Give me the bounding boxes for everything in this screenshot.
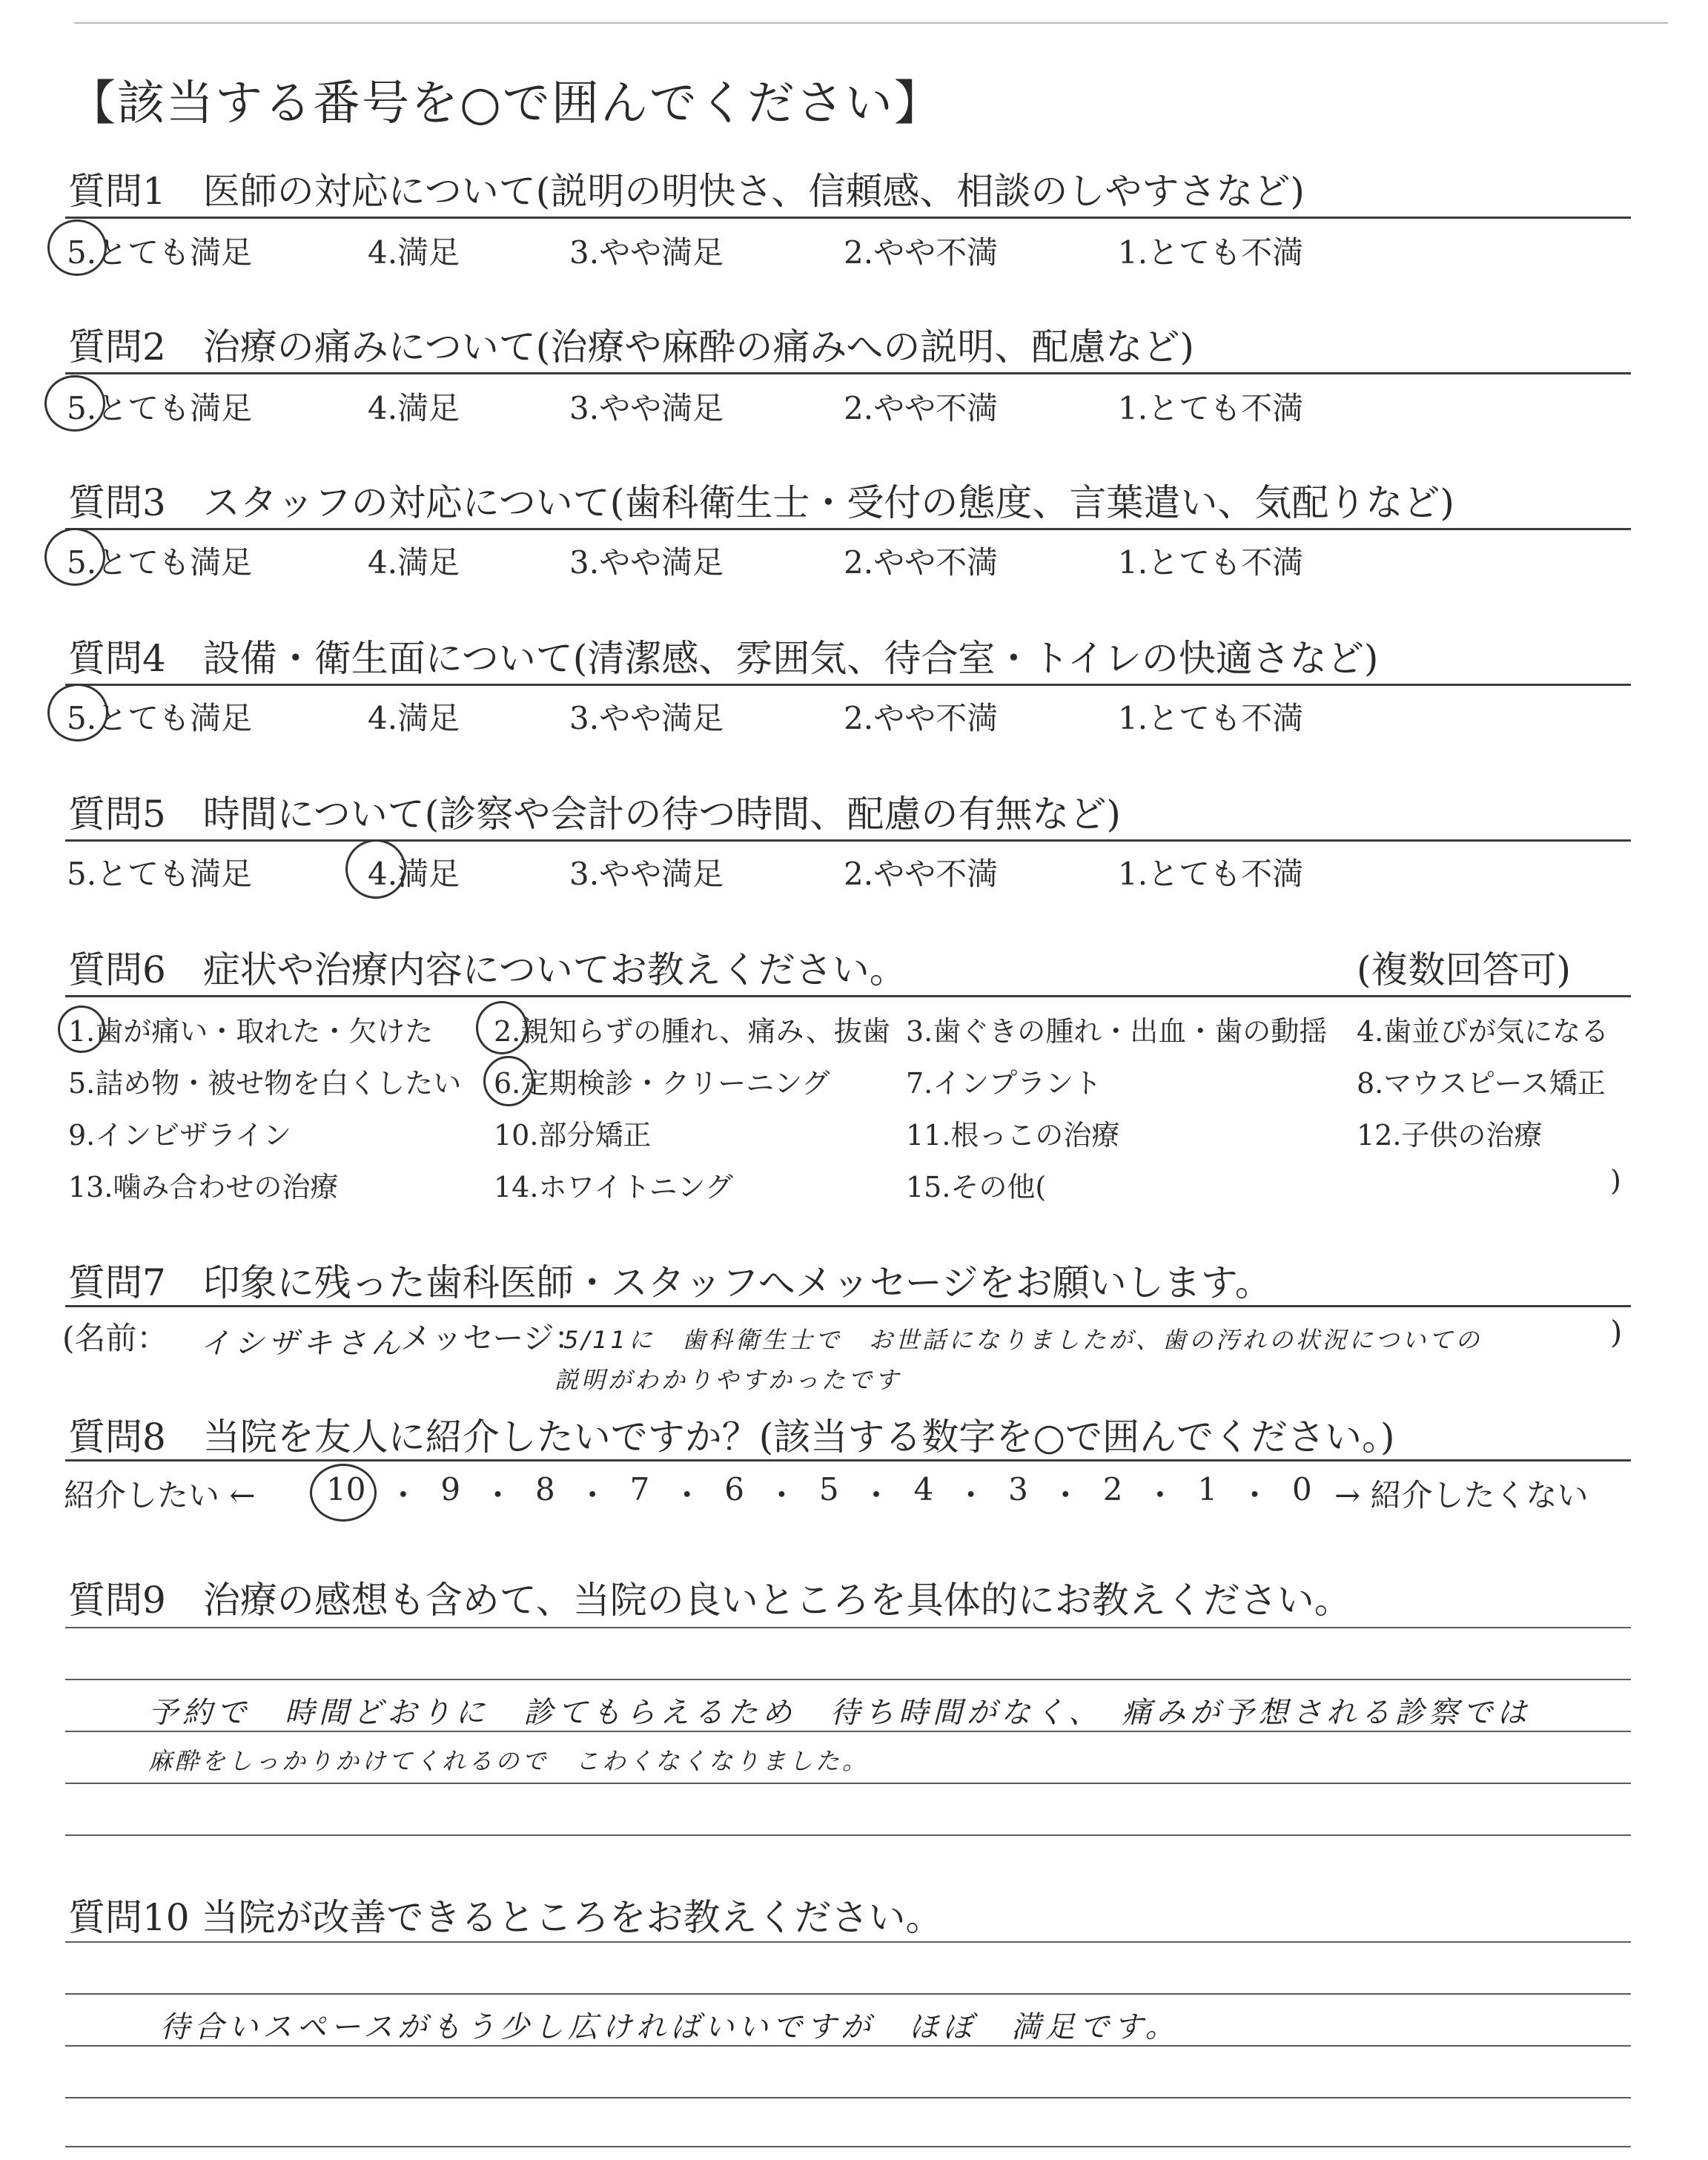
q10-line-2 — [65, 1993, 1631, 1995]
q6-option-1[interactable]: 1.歯が痛い・取れた・欠けた — [68, 1015, 434, 1048]
q6-option-11[interactable]: 11.根っこの治療 — [906, 1119, 1120, 1152]
q8-scale-6[interactable]: 6 — [724, 1471, 744, 1507]
q8-dot: ・ — [577, 1477, 609, 1513]
q6-selection-circle-2 — [476, 1001, 528, 1054]
question-8-rule — [65, 1459, 1631, 1462]
question-3-label: 質問3 スタッフの対応について(歯科衛生士・受付の態度、言葉遣い、気配りなど) — [68, 481, 1454, 524]
q7-message-label: メッセージ： — [400, 1320, 586, 1356]
question-10-label: 質問10 当院が改善できるところをお教えください。 — [68, 1896, 943, 1939]
q2-option-5[interactable]: 5.とても満足 — [67, 390, 253, 426]
question-9-label: 質問9 治療の感想も含めて、当院の良いところを具体的にお教えください。 — [68, 1579, 1351, 1622]
q8-scale-3[interactable]: 3 — [1008, 1471, 1028, 1507]
q6-option-13[interactable]: 13.噛み合わせの治療 — [68, 1171, 339, 1203]
q6-selection-circle-1 — [58, 1005, 105, 1053]
q3-option-5[interactable]: 5.とても満足 — [67, 544, 253, 581]
q8-dot: ・ — [671, 1477, 703, 1513]
q6-option-10[interactable]: 10.部分矯正 — [494, 1119, 652, 1152]
q6-option-5[interactable]: 5.詰め物・被せ物を白くしたい — [68, 1067, 462, 1100]
q8-scale-7[interactable]: 7 — [629, 1471, 650, 1507]
q8-dot: ・ — [1144, 1477, 1176, 1513]
q9-line-4 — [65, 1783, 1631, 1784]
q8-scale-2[interactable]: 2 — [1102, 1471, 1123, 1507]
question-7-label: 質問7 印象に残った歯科医師・スタッフへメッセージをお願いします。 — [68, 1261, 1272, 1304]
question-5-label: 質問5 時間について(診察や会計の待つ時間、配慮の有無など) — [68, 793, 1121, 836]
q2-option-4[interactable]: 4.満足 — [368, 390, 460, 426]
q8-dot: ・ — [766, 1477, 798, 1513]
q1-option-2[interactable]: 2.やや不満 — [844, 234, 999, 271]
q10-line-5 — [65, 2146, 1631, 2147]
q4-option-3[interactable]: 3.やや満足 — [569, 700, 724, 736]
question-3-rule — [65, 528, 1631, 530]
q6-option-7[interactable]: 7.インプラント — [906, 1067, 1102, 1100]
q5-option-3[interactable]: 3.やや満足 — [569, 856, 724, 892]
q8-selection-circle — [310, 1464, 377, 1522]
q8-dot: ・ — [1239, 1477, 1271, 1513]
question-1-rule — [65, 217, 1631, 219]
question-5-rule — [65, 839, 1631, 842]
q1-option-5[interactable]: 5.とても満足 — [67, 234, 253, 271]
top-border — [74, 22, 1668, 24]
q8-scale-4[interactable]: 4 — [913, 1471, 934, 1507]
q9-line-2 — [65, 1679, 1631, 1680]
question-4-rule — [65, 684, 1631, 686]
q7-message-line-2[interactable]: 説明がわかりやすかったです — [555, 1366, 902, 1394]
form-title: 【該当する番号を○で囲んでください】 — [68, 76, 943, 131]
q8-left-label: 紹介したい ← — [64, 1477, 256, 1513]
q9-answer-line-2[interactable]: 麻酔をしっかりかけてくれるので こわくなくなりました。 — [148, 1747, 870, 1775]
q1-option-1[interactable]: 1.とても不満 — [1118, 234, 1304, 271]
q4-selection-circle — [47, 684, 108, 742]
q2-option-3[interactable]: 3.やや満足 — [569, 390, 724, 426]
q8-scale-9[interactable]: 9 — [440, 1471, 461, 1507]
question-2-rule — [65, 372, 1631, 374]
q8-dot: ・ — [387, 1477, 419, 1513]
q8-dot: ・ — [1050, 1477, 1082, 1513]
q3-option-4[interactable]: 4.満足 — [368, 544, 460, 581]
q7-close: ) — [1610, 1314, 1623, 1350]
q5-selection-circle — [345, 839, 406, 899]
q2-selection-circle — [44, 375, 105, 432]
question-4-label: 質問4 設備・衛生面について(清潔感、雰囲気、待合室・トイレの快適さなど) — [68, 637, 1379, 680]
q3-option-1[interactable]: 1.とても不満 — [1118, 544, 1304, 581]
q4-option-2[interactable]: 2.やや不満 — [844, 700, 999, 736]
q3-option-3[interactable]: 3.やや満足 — [569, 544, 724, 581]
q7-name-label: (名前： — [62, 1320, 168, 1356]
q4-option-1[interactable]: 1.とても不満 — [1118, 700, 1304, 736]
q3-selection-circle — [44, 528, 105, 586]
q6-option-9[interactable]: 9.インビザライン — [68, 1119, 292, 1152]
question-6-rule — [65, 995, 1631, 997]
q8-scale-8[interactable]: 8 — [534, 1471, 555, 1507]
q8-scale-1[interactable]: 1 — [1197, 1471, 1218, 1507]
question-6-note: (複数回答可) — [1357, 948, 1572, 991]
q4-option-5[interactable]: 5.とても満足 — [67, 700, 253, 736]
q9-line-1 — [65, 1627, 1631, 1628]
q4-option-4[interactable]: 4.満足 — [368, 700, 460, 736]
q6-selection-circle-6 — [483, 1056, 534, 1106]
q2-option-1[interactable]: 1.とても不満 — [1118, 390, 1304, 426]
q5-option-1[interactable]: 1.とても不満 — [1118, 856, 1304, 892]
q5-option-2[interactable]: 2.やや不満 — [844, 856, 999, 892]
q6-option-4[interactable]: 4.歯並びが気になる — [1357, 1015, 1609, 1048]
q8-dot: ・ — [861, 1477, 893, 1513]
q8-scale-5[interactable]: 5 — [818, 1471, 839, 1507]
q8-scale-0[interactable]: 0 — [1291, 1471, 1312, 1507]
q7-message-line-1[interactable]: 5/11に 歯科衛生士で お世話になりましたが、歯の汚れの状況についての — [563, 1326, 1483, 1354]
q5-option-4[interactable]: 4.満足 — [368, 856, 460, 892]
q8-right-label: → 紹介したくない — [1334, 1477, 1589, 1513]
q1-option-3[interactable]: 3.やや満足 — [569, 234, 724, 271]
q6-option-14[interactable]: 14.ホワイトニング — [494, 1171, 734, 1203]
q3-option-2[interactable]: 2.やや不満 — [844, 544, 999, 581]
q6-option-15-close: ) — [1610, 1164, 1621, 1197]
question-7-rule — [65, 1305, 1631, 1307]
q8-dot: ・ — [955, 1477, 987, 1513]
q6-option-15[interactable]: 15.その他( — [906, 1171, 1047, 1203]
question-6-label: 質問6 症状や治療内容についてお教えください。 — [68, 948, 907, 991]
q6-option-2[interactable]: 2.親知らずの腫れ、痛み、抜歯 — [494, 1015, 890, 1048]
question-2-label: 質問2 治療の痛みについて(治療や麻酔の痛みへの説明、配慮など) — [68, 326, 1194, 369]
q10-line-1 — [65, 1941, 1631, 1943]
q8-scale — [326, 1471, 1312, 1516]
q1-selection-circle — [47, 219, 107, 276]
q10-answer-line-1[interactable]: 待合いスペースがもう少し広ければいいですが ほぼ 満足です。 — [160, 2010, 1179, 2044]
q6-option-8[interactable]: 8.マウスピース矯正 — [1357, 1067, 1606, 1100]
question-8-label: 質問8 当院を友人に紹介したいですか？(該当する数字を○で囲んでください。) — [68, 1416, 1395, 1459]
q8-scale-10[interactable]: 10 — [326, 1471, 366, 1507]
question-1-label: 質問1 医師の対応について(説明の明快さ、信頼感、相談のしやすさなど) — [68, 170, 1305, 213]
q2-option-2[interactable]: 2.やや不満 — [844, 390, 999, 426]
q5-option-5[interactable]: 5.とても満足 — [67, 856, 253, 892]
q7-name-value[interactable]: イシザキさん — [200, 1327, 405, 1361]
q6-option-3[interactable]: 3.歯ぐきの腫れ・出血・歯の動揺 — [906, 1015, 1328, 1048]
q6-option-6[interactable]: 6.定期検診・クリーニング — [494, 1067, 830, 1100]
q6-option-12[interactable]: 12.子供の治療 — [1357, 1119, 1543, 1152]
q10-line-4 — [65, 2097, 1631, 2098]
q9-answer-line-1[interactable]: 予約で 時間どおりに 診てもらえるため 待ち時間がなく、 痛みが予想される診察では — [148, 1696, 1532, 1730]
q9-line-5 — [65, 1834, 1631, 1836]
q8-dot: ・ — [482, 1477, 514, 1513]
q1-option-4[interactable]: 4.満足 — [368, 234, 460, 271]
